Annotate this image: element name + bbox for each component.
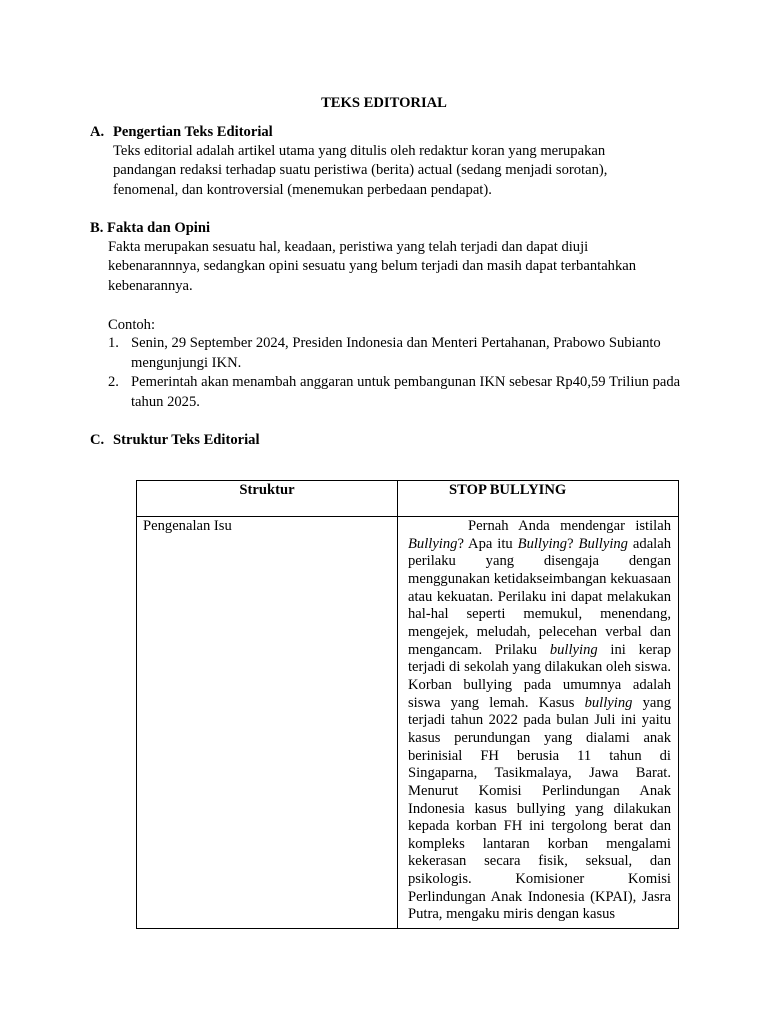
table-row bbox=[137, 517, 679, 929]
text-run: ini kerap terjadi di sekolah yang dilakukan oleh siswa. Korban bullying pada umumnya adalah siswa yang lemah. Kasus bbox=[408, 641, 671, 711]
text-run: ? Apa itu bbox=[457, 535, 518, 552]
table-cell-label: Pengenalan Isu bbox=[137, 517, 398, 929]
text-run: ? bbox=[567, 535, 579, 552]
table-header-row bbox=[137, 481, 679, 517]
list-item-number: 2. bbox=[108, 374, 119, 390]
list-item-number: 1. bbox=[108, 335, 119, 351]
section-b-heading: B. Fakta dan Opini bbox=[90, 220, 211, 236]
example-list bbox=[108, 334, 688, 412]
section-a-body: Teks editorial adalah artikel utama yang ditulis oleh redaktur koran yang merupakan pandangan redaksi terhadap suatu peristiwa (berita) actual (sedang menjadi sorotan), fenomenal, dan kontroversial (menemukan perbedaan pendapat). bbox=[113, 143, 608, 198]
italic-term: Bullying bbox=[408, 535, 458, 552]
table-header-title: STOP BULLYING bbox=[398, 481, 679, 517]
list-item bbox=[108, 373, 688, 412]
section-a-title: Pengertian Teks Editorial bbox=[113, 124, 273, 140]
italic-term: Bullying bbox=[517, 535, 568, 552]
text-run: adalah perilaku yang disengaja dengan menggunakan ketidakseimbangan kekuasaan atau kekuatan. Perilaku ini dapat melakukan hal-hal seperti memukul, menendang, mengejek, meludah, pelecehan verbal dan mengancam. Prilaku bbox=[408, 535, 671, 658]
structure-table bbox=[136, 480, 679, 929]
text-run: yang terjadi tahun 2022 pada bulan Juli ini yaitu kasus perundungan yang dialami anak berinisial FH berusia 11 tahun di Singaparna, Tasikmalaya, Jawa Barat. Menurut Komisi Perlindungan Anak Indonesia kasus bullying yang dilakukan kepada korban FH ini tergolong berat dan kompleks lantaran korban mengalami kekerasan secara fisik, seksual, dan psikologis. Komisioner Komisi Perlindungan Anak Indonesia (KPAI), Jasra Putra, mengaku miris dengan kasus bbox=[408, 694, 671, 923]
table-cell-text bbox=[398, 517, 679, 929]
table-header-struktur: Struktur bbox=[137, 481, 398, 517]
section-c-heading bbox=[90, 430, 260, 450]
list-item bbox=[108, 334, 688, 373]
italic-term: bullying bbox=[549, 641, 598, 658]
section-c-title: Struktur Teks Editorial bbox=[113, 432, 260, 448]
text-run: Pernah Anda mendengar istilah bbox=[468, 518, 671, 534]
section-c-letter: C. bbox=[90, 432, 105, 448]
list-item-text: Senin, 29 September 2024, Presiden Indonesia dan Menteri Pertahanan, Prabowo Subianto mengunjungi IKN. bbox=[131, 335, 661, 371]
italic-term: bullying bbox=[584, 694, 633, 711]
section-a-letter: A. bbox=[90, 124, 105, 140]
italic-term: Bullying bbox=[578, 535, 628, 552]
example-label: Contoh: bbox=[108, 317, 156, 333]
rich-text bbox=[408, 518, 671, 922]
section-a-heading bbox=[90, 122, 273, 142]
section-b-body: Fakta merupakan sesuatu hal, keadaan, peristiwa yang telah terjadi dan dapat diuji kebenarannnya, sedangkan opini sesuatu yang belum terjadi dan masih dapat terbantahkan kebenarannya. bbox=[108, 239, 637, 294]
list-item-text: Pemerintah akan menambah anggaran untuk pembangunan IKN sebesar Rp40,59 Triliun pada tahun 2025. bbox=[131, 374, 681, 410]
document-title: TEKS EDITORIAL bbox=[321, 95, 447, 111]
